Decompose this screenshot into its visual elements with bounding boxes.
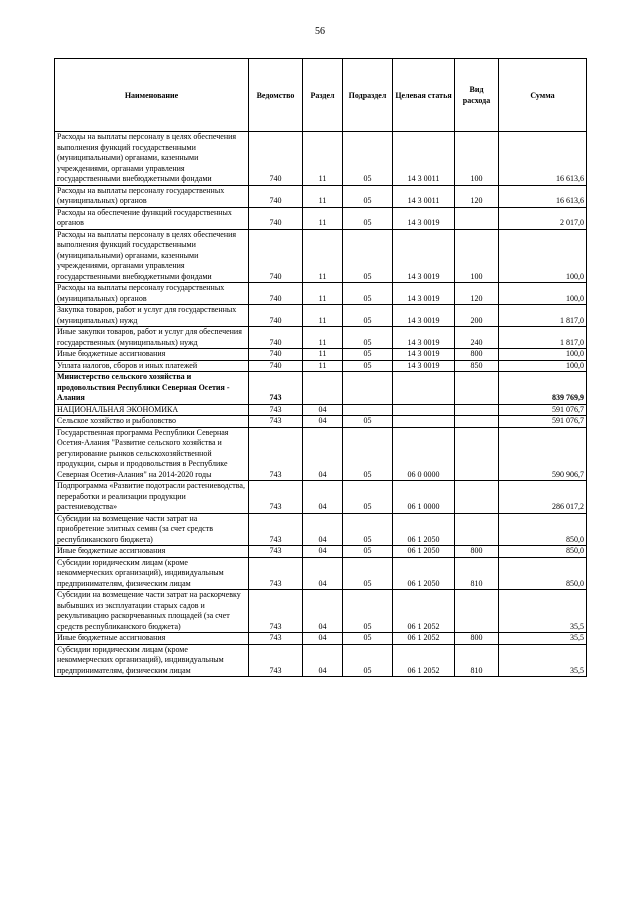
cell-section: 04 (303, 590, 343, 633)
cell-expense-type: 810 (455, 644, 499, 677)
table-row (55, 372, 587, 405)
cell-name: Подпрограмма «Развитие подотрасли растениеводства, переработки и реализации продукции растениеводства» (55, 481, 249, 514)
cell-name: Иные бюджетные ассигнования (55, 633, 249, 645)
cell-section: 11 (303, 185, 343, 207)
cell-name: Министерство сельского хозяйства и продовольствия Республики Северная Осетия - Алания (55, 372, 249, 405)
cell-name: Уплата налогов, сборов и иных платежей (55, 360, 249, 372)
cell-target-article: 06 1 2050 (393, 557, 455, 590)
cell-amount: 591 076,7 (499, 416, 587, 428)
cell-department: 743 (249, 372, 303, 405)
cell-subsection: 05 (343, 546, 393, 558)
table-row (55, 481, 587, 514)
cell-target-article: 14 3 0019 (393, 327, 455, 349)
table-row (55, 207, 587, 229)
cell-subsection: 05 (343, 513, 393, 546)
table-row (55, 590, 587, 633)
cell-amount: 839 769,9 (499, 372, 587, 405)
cell-subsection: 05 (343, 132, 393, 186)
table-row (55, 546, 587, 558)
cell-expense-type: 850 (455, 360, 499, 372)
cell-expense-type: 200 (455, 305, 499, 327)
cell-expense-type: 120 (455, 185, 499, 207)
cell-section: 04 (303, 546, 343, 558)
cell-section: 11 (303, 283, 343, 305)
cell-department: 740 (249, 360, 303, 372)
cell-expense-type: 800 (455, 349, 499, 361)
cell-expense-type (455, 404, 499, 416)
table-row (55, 427, 587, 481)
cell-amount: 35,5 (499, 644, 587, 677)
cell-amount: 100,0 (499, 229, 587, 283)
cell-section: 11 (303, 305, 343, 327)
cell-department: 740 (249, 132, 303, 186)
cell-target-article: 06 1 2050 (393, 513, 455, 546)
cell-name: Субсидии на возмещение части затрат на приобретение элитных семян (за счет средств республиканского бюджета) (55, 513, 249, 546)
cell-expense-type (455, 416, 499, 428)
cell-subsection: 05 (343, 327, 393, 349)
cell-subsection: 05 (343, 349, 393, 361)
cell-department: 740 (249, 229, 303, 283)
cell-expense-type: 100 (455, 132, 499, 186)
cell-expense-type: 800 (455, 633, 499, 645)
header-department: Ведомство (249, 59, 303, 132)
cell-department: 740 (249, 283, 303, 305)
cell-department: 743 (249, 633, 303, 645)
table-row (55, 513, 587, 546)
table-row (55, 633, 587, 645)
cell-department: 740 (249, 207, 303, 229)
table-row (55, 404, 587, 416)
cell-target-article: 06 1 0000 (393, 481, 455, 514)
table-header-row (55, 59, 587, 132)
cell-target-article (393, 416, 455, 428)
cell-subsection: 05 (343, 283, 393, 305)
table-row (55, 305, 587, 327)
cell-target-article: 14 3 0019 (393, 360, 455, 372)
cell-amount: 1 817,0 (499, 327, 587, 349)
cell-name: Сельское хозяйство и рыболовство (55, 416, 249, 428)
header-subsection: Подраздел (343, 59, 393, 132)
table-row (55, 229, 587, 283)
cell-target-article: 06 1 2052 (393, 633, 455, 645)
cell-name: Иные закупки товаров, работ и услуг для обеспечения государственных (муниципальных) нужд (55, 327, 249, 349)
cell-amount: 286 017,2 (499, 481, 587, 514)
cell-expense-type: 100 (455, 229, 499, 283)
cell-target-article: 06 1 2052 (393, 590, 455, 633)
cell-section: 11 (303, 327, 343, 349)
cell-department: 743 (249, 557, 303, 590)
cell-name: Расходы на выплаты персоналу в целях обеспечения выполнения функций государственными (муниципальными) органами, казенными учреждениями, органами управления государственными внебюджетными фондами (55, 229, 249, 283)
cell-subsection (343, 372, 393, 405)
cell-amount: 590 906,7 (499, 427, 587, 481)
cell-target-article: 14 3 0019 (393, 283, 455, 305)
cell-expense-type: 800 (455, 546, 499, 558)
cell-subsection: 05 (343, 207, 393, 229)
cell-amount: 100,0 (499, 283, 587, 305)
cell-section: 04 (303, 557, 343, 590)
cell-department: 740 (249, 305, 303, 327)
table-row (55, 132, 587, 186)
header-name: Наименование (55, 59, 249, 132)
cell-department: 743 (249, 590, 303, 633)
header-section: Раздел (303, 59, 343, 132)
cell-section (303, 372, 343, 405)
cell-department: 743 (249, 546, 303, 558)
cell-target-article: 06 0 0000 (393, 427, 455, 481)
cell-target-article: 14 3 0019 (393, 305, 455, 327)
cell-department: 743 (249, 644, 303, 677)
cell-target-article: 14 3 0019 (393, 349, 455, 361)
cell-department: 743 (249, 416, 303, 428)
cell-amount: 591 076,7 (499, 404, 587, 416)
cell-name: Субсидии юридическим лицам (кроме некоммерческих организаций), индивидуальным предпринимателям, физическим лицам (55, 644, 249, 677)
cell-target-article: 06 1 2050 (393, 546, 455, 558)
cell-amount: 35,5 (499, 633, 587, 645)
cell-amount: 35,5 (499, 590, 587, 633)
cell-section: 11 (303, 207, 343, 229)
cell-subsection: 05 (343, 416, 393, 428)
cell-expense-type: 810 (455, 557, 499, 590)
cell-section: 11 (303, 132, 343, 186)
cell-name: Субсидии юридическим лицам (кроме некоммерческих организаций), индивидуальным предпринимателям, физическим лицам (55, 557, 249, 590)
cell-name: Расходы на выплаты персоналу в целях обеспечения выполнения функций государственными (муниципальными) органами, казенными учреждениями, органами управления государственными внебюджетными фондами (55, 132, 249, 186)
cell-target-article (393, 372, 455, 405)
cell-subsection: 05 (343, 590, 393, 633)
header-target-article: Целевая статья (393, 59, 455, 132)
cell-amount: 1 817,0 (499, 305, 587, 327)
cell-target-article: 14 3 0019 (393, 207, 455, 229)
cell-subsection: 05 (343, 360, 393, 372)
cell-section: 04 (303, 644, 343, 677)
cell-target-article: 14 3 0011 (393, 185, 455, 207)
cell-subsection: 05 (343, 557, 393, 590)
cell-amount: 100,0 (499, 349, 587, 361)
cell-department: 743 (249, 404, 303, 416)
table-row (55, 349, 587, 361)
cell-name: Закупка товаров, работ и услуг для государственных (муниципальных) нужд (55, 305, 249, 327)
cell-department: 743 (249, 427, 303, 481)
cell-name: Расходы на обеспечение функций государственных органов (55, 207, 249, 229)
cell-expense-type (455, 207, 499, 229)
table-row (55, 283, 587, 305)
cell-name: Субсидии на возмещение части затрат на раскорчевку выбывших из эксплуатации старых садов и рекультивацию раскорчеванных площадей (за счет средств республиканского бюджета) (55, 590, 249, 633)
cell-amount: 100,0 (499, 360, 587, 372)
cell-amount: 2 017,0 (499, 207, 587, 229)
page-number: 56 (315, 26, 325, 37)
cell-subsection: 05 (343, 644, 393, 677)
cell-subsection: 05 (343, 427, 393, 481)
cell-expense-type (455, 372, 499, 405)
cell-section: 04 (303, 481, 343, 514)
cell-expense-type (455, 427, 499, 481)
cell-subsection: 05 (343, 185, 393, 207)
cell-amount: 850,0 (499, 557, 587, 590)
cell-section: 11 (303, 349, 343, 361)
cell-expense-type (455, 590, 499, 633)
cell-name: Расходы на выплаты персоналу государственных (муниципальных) органов (55, 283, 249, 305)
cell-name: Государственная программа Республики Северная Осетия-Алания "Развитие сельского хозяйства и регулирование рынков сельскохозяйственной продукции, сырья и продовольствия в Республике Северная Осетия-Алания" на 2014-2020 годы (55, 427, 249, 481)
cell-name: Расходы на выплаты персоналу государственных (муниципальных) органов (55, 185, 249, 207)
cell-subsection: 05 (343, 305, 393, 327)
cell-section: 11 (303, 229, 343, 283)
cell-amount: 16 613,6 (499, 132, 587, 186)
cell-name: НАЦИОНАЛЬНАЯ ЭКОНОМИКА (55, 404, 249, 416)
table-row (55, 644, 587, 677)
cell-subsection: 05 (343, 633, 393, 645)
cell-expense-type: 240 (455, 327, 499, 349)
cell-department: 743 (249, 513, 303, 546)
cell-section: 04 (303, 416, 343, 428)
budget-table (54, 58, 587, 677)
cell-subsection: 05 (343, 229, 393, 283)
cell-section: 04 (303, 513, 343, 546)
table-body (55, 132, 587, 677)
cell-section: 04 (303, 427, 343, 481)
cell-section: 04 (303, 404, 343, 416)
table-row (55, 557, 587, 590)
cell-expense-type: 120 (455, 283, 499, 305)
cell-expense-type (455, 513, 499, 546)
cell-name: Иные бюджетные ассигнования (55, 349, 249, 361)
table-row (55, 185, 587, 207)
cell-section: 11 (303, 360, 343, 372)
cell-amount: 16 613,6 (499, 185, 587, 207)
cell-department: 743 (249, 481, 303, 514)
table-row (55, 360, 587, 372)
cell-department: 740 (249, 185, 303, 207)
cell-amount: 850,0 (499, 513, 587, 546)
table-row (55, 327, 587, 349)
cell-target-article: 14 3 0019 (393, 229, 455, 283)
cell-target-article (393, 404, 455, 416)
cell-target-article: 06 1 2052 (393, 644, 455, 677)
cell-department: 740 (249, 327, 303, 349)
cell-section: 04 (303, 633, 343, 645)
table-row (55, 416, 587, 428)
cell-department: 740 (249, 349, 303, 361)
header-amount: Сумма (499, 59, 587, 132)
cell-amount: 850,0 (499, 546, 587, 558)
header-expense-type: Вид расхода (455, 59, 499, 132)
cell-target-article: 14 3 0011 (393, 132, 455, 186)
cell-expense-type (455, 481, 499, 514)
cell-subsection: 05 (343, 481, 393, 514)
cell-name: Иные бюджетные ассигнования (55, 546, 249, 558)
cell-subsection (343, 404, 393, 416)
